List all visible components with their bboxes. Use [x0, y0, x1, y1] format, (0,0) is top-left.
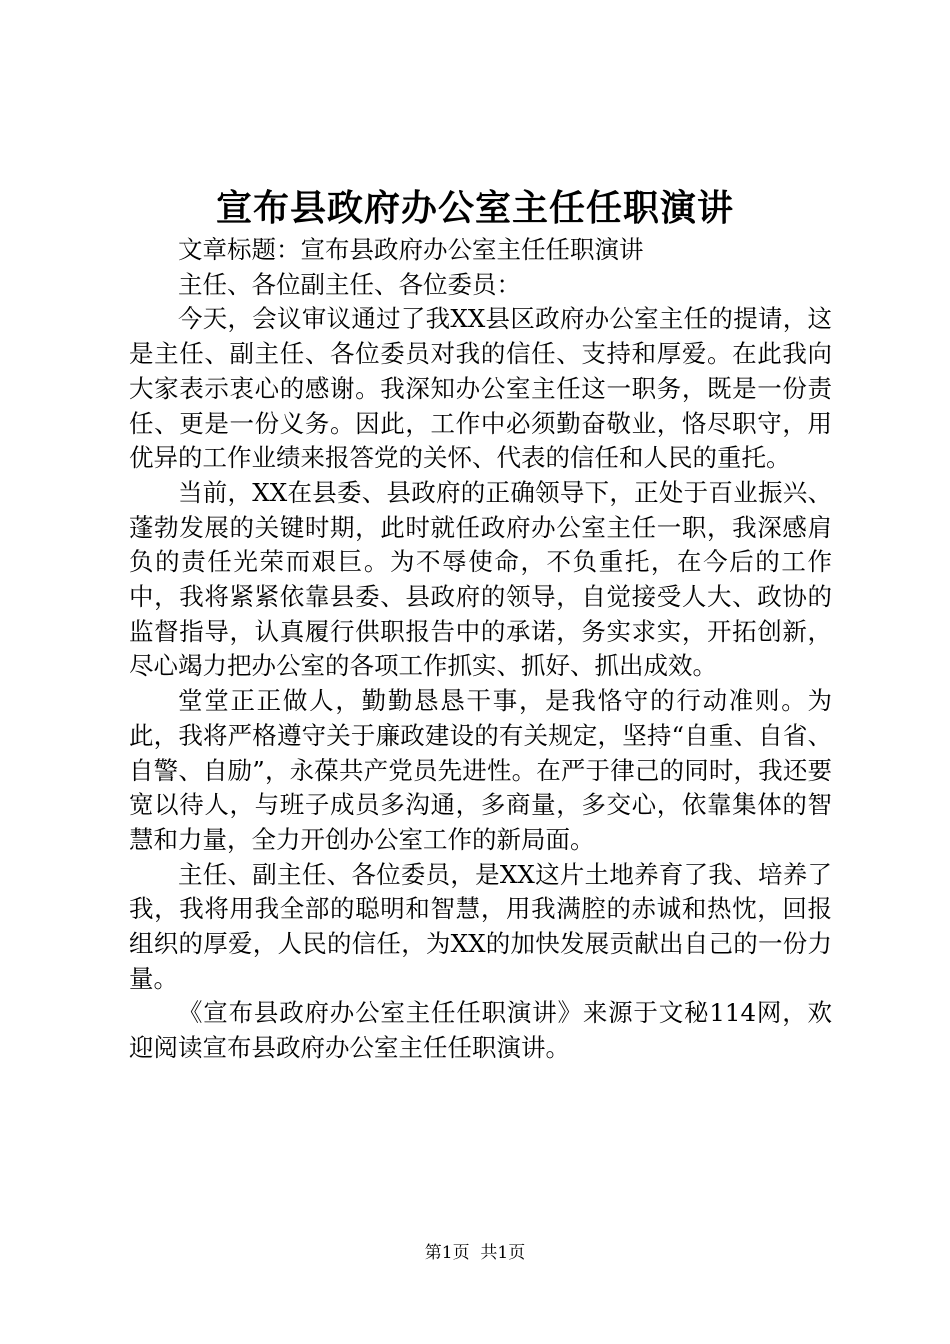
document-title: 宣布县政府办公室主任任职演讲 — [215, 187, 734, 229]
document-body — [129, 233, 832, 1066]
salutation: 主任、各位副主任、各位委员： — [178, 269, 521, 299]
article-title-line: 文章标题：宣布县政府办公室主任任职演讲 — [178, 235, 644, 264]
page-footer — [0, 1240, 950, 1266]
page-number: 第1页 — [424, 1243, 470, 1263]
source-note: 《宣布县政府办公室主任任职演讲》来源于文秘114网，欢迎阅读宣布县政府办公室主任任职演讲。 — [129, 998, 832, 1063]
page-total: 共1页 — [480, 1243, 526, 1263]
paragraph: 今天，会议审议通过了我XX县区政府办公室主任的提请，这是主任、副主任、各位委员对我的信任、支持和厚爱。在此我向大家表示衷心的感谢。我深知办公室主任这一职务，既是一份责任、更是一份义务。因此，工作中必须勤奋敬业，恪尽职守，用优异的工作业绩来报答党的关怀、代表的信任和人民的重托。 — [129, 304, 832, 473]
paragraph: 堂堂正正做人，勤勤恳恳干事，是我恪守的行动准则。为此，我将严格遵守关于廉政建设的有关规定，坚持“自重、自省、自警、自励”，永葆共产党员先进性。在严于律己的同时，我还要宽以待人，与班子成员多沟通，多商量，多交心，依靠集体的智慧和力量，全力开创办公室工作的新局面。 — [129, 686, 832, 854]
paragraph: 当前，XX在县委、县政府的正确领导下，正处于百业振兴、蓬勃发展的关键时期，此时就任政府办公室主任一职，我深感肩负的责任光荣而艰巨。为不辱使命，不负重托，在今后的工作中，我将紧紧依靠县委、县政府的领导，自觉接受人大、政协的监督指导，认真履行供职报告中的承诺，务实求实，开拓创新，尽心竭力把办公室的各项工作抓实、抓好、抓出成效。 — [129, 477, 832, 681]
paragraph: 主任、副主任、各位委员，是XX这片土地养育了我、培养了我，我将用我全部的聪明和智慧，用我满腔的赤诚和热忱，回报组织的厚爱，人民的信任，为XX的加快发展贡献出自己的一份力量。 — [129, 859, 832, 993]
